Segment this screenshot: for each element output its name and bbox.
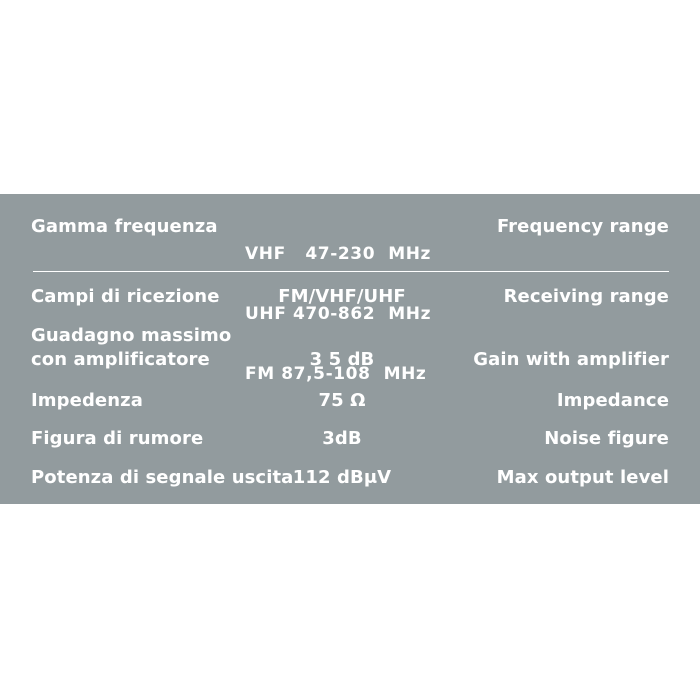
- gain-value: 3 5 dB: [309, 349, 375, 370]
- output-label-en: Max output level: [496, 467, 669, 488]
- gain-label-it-line1: Guadagno massimo: [31, 325, 232, 346]
- output-value: 112 dBμV: [292, 467, 392, 488]
- impedance-label-it: Impedenza: [31, 390, 143, 411]
- receiving-label-en: Receiving range: [503, 286, 669, 307]
- impedance-value: 75 Ω: [318, 390, 366, 411]
- impedance-label-en: Impedance: [556, 390, 669, 411]
- output-label-it: Potenza di segnale uscita: [31, 467, 294, 488]
- separator-line: [33, 271, 669, 272]
- gain-label-it-line2: con amplificatore: [31, 349, 210, 370]
- noise-value: 3dB: [322, 428, 362, 449]
- receiving-label-it: Campi di ricezione: [31, 286, 220, 307]
- frequency-vhf: VHF 47-230 MHz: [245, 244, 432, 264]
- noise-label-it: Figura di rumore: [31, 428, 204, 449]
- spec-table: [0, 194, 700, 504]
- frequency-label-en: Frequency range: [496, 216, 669, 237]
- frequency-uhf: UHF 470-862 MHz: [245, 304, 432, 324]
- frequency-label-it: Gamma frequenza: [31, 216, 218, 237]
- gain-label-en: Gain with amplifier: [473, 349, 669, 370]
- frequency-fm: FM 87,5-108 MHz: [245, 364, 427, 384]
- receiving-value: FM/VHF/UHF: [278, 286, 406, 307]
- noise-label-en: Noise figure: [544, 428, 669, 449]
